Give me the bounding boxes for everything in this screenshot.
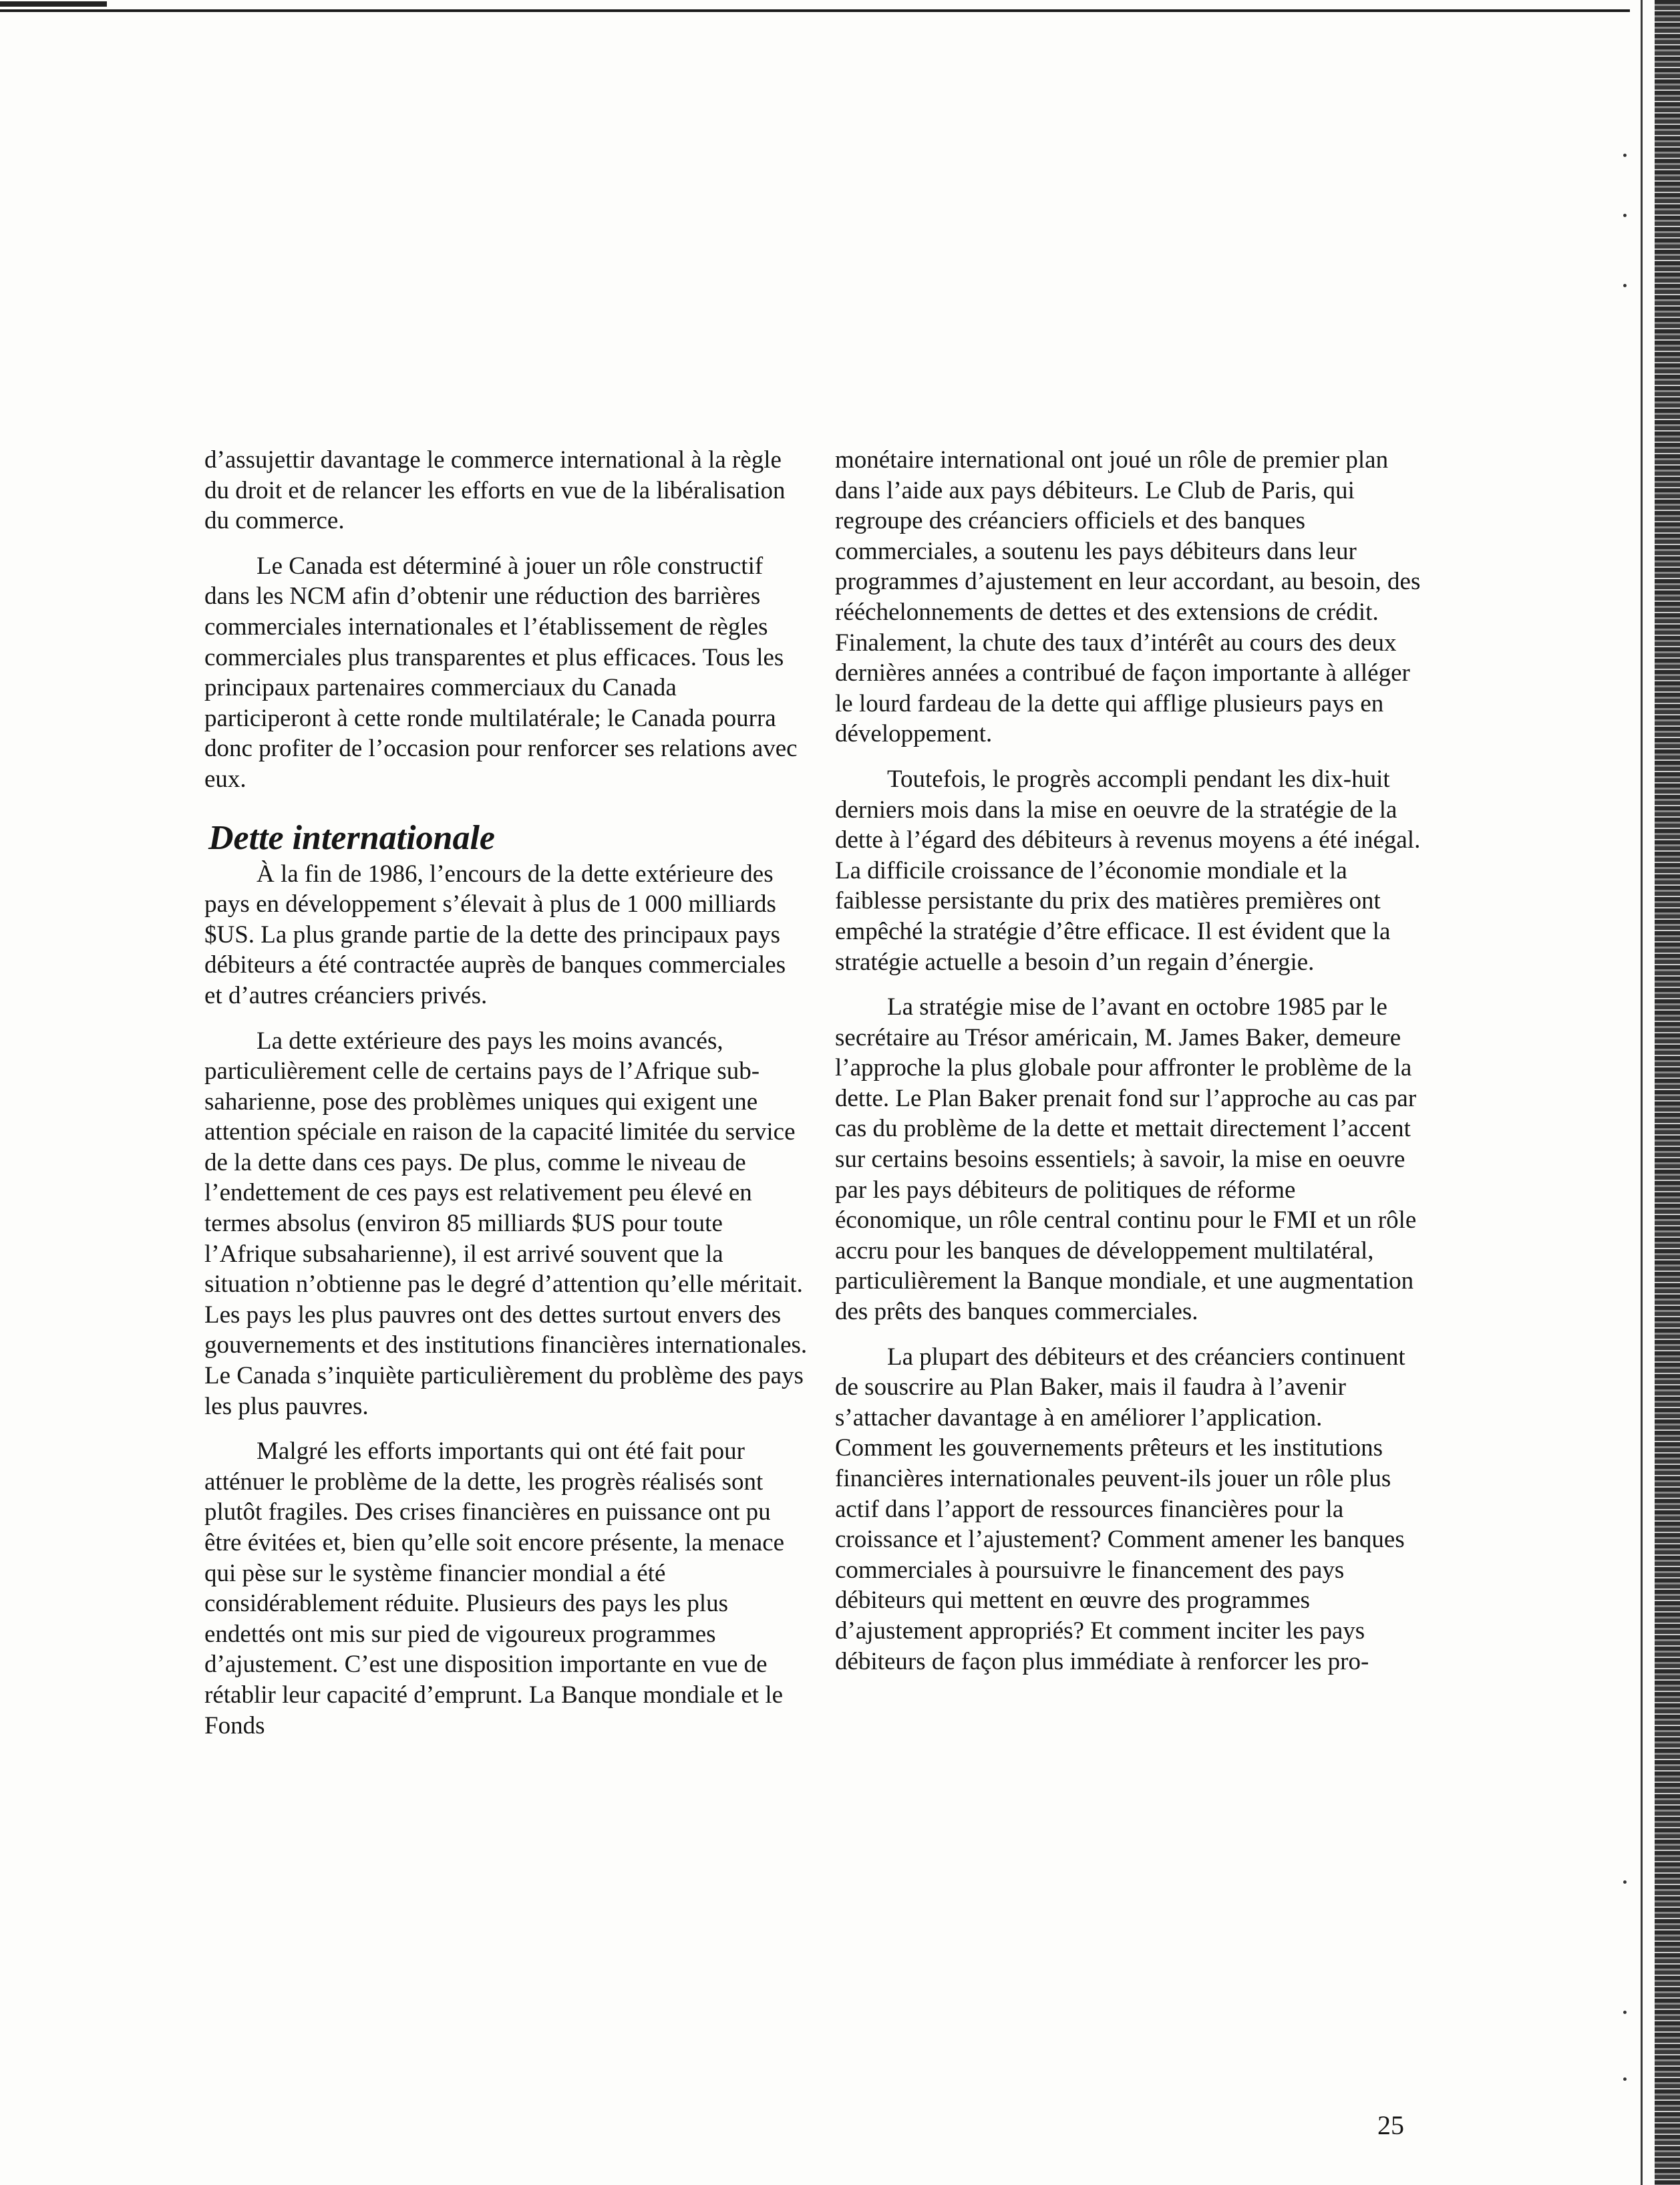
scan-edge-strip xyxy=(1655,0,1680,2185)
body-paragraph: La plupart des débiteurs et des créanciers continuent de souscrire au Plan Baker, mais il faudra à l’avenir s’attacher davantage à en améliorer l’application. Comment les gouvernements prêteurs et les institutions financières internationales peuvent-ils jouer un rôle plus actif dans l’apport de ressources financières pour la croissance et l’ajustement? Comment amener les banques commerciales à poursuivre le financement des pays débiteurs qui mettent en œuvre des programmes d’ajustement appropriés? Et comment inciter les pays débiteurs de façon plus immédiate à renforcer les pro- xyxy=(835,1343,1405,1675)
body-paragraph: Toutefois, le progrès accompli pendant les dix-huit derniers mois dans la mise en oeuvre de la stratégie de la dette à l’égard des débiteurs à revenus moyens a été inégal. La difficile croissance de l’économie mondiale et la faiblesse persistante du prix des matières premières ont empêché la stratégie d’être efficace. Il est évident que la stratégie actuelle a besoin d’un regain d’énergie. xyxy=(835,765,1421,976)
section-heading: Dette internationale xyxy=(208,818,495,857)
scan-edge-line xyxy=(1641,0,1643,2185)
scan-dot xyxy=(1623,284,1627,287)
page-number: 25 xyxy=(1377,2110,1404,2140)
body-paragraph: La dette extérieure des pays les moins avancés, particulièrement celle de certains pays de l’Afrique sub-saharienne, pose des problèmes uniques qui exigent une attention spéciale en raison de la capacité limitée du service de la dette dans ces pays. De plus, comme le niveau de l’endettement de ces pays est relativement peu élevé en termes absolus (environ 85 milliards $US pour toute l’Afrique subsaharienne), il est arrivé souvent que la situation n’obtienne pas le degré d’attention qu’elle méritait. Les pays les plus pauvres ont des dettes surtout envers des gouvernements et des institutions financières internationales. Le Canada s’inquiète particulièrement du problème des pays les plus pauvres. xyxy=(204,1027,808,1420)
scan-dot xyxy=(1623,2011,1627,2014)
body-paragraph: Le Canada est déterminé à jouer un rôle constructif dans les NCM afin d’obtenir une réduction des barrières commerciales internationales et l’établissement de règles commerciales plus transparentes et plus efficaces. Tous les principaux partenaires commerciaux du Canada participeront à cette ronde multilatérale; le Canada pourra donc profiter de l’occasion pour renforcer ses relations avec eux. xyxy=(204,552,798,793)
scan-dot xyxy=(1623,2077,1627,2081)
scan-artifact-top xyxy=(0,1,107,7)
right-column xyxy=(835,445,1423,1691)
body-paragraph: Malgré les efforts importants qui ont été fait pour atténuer le problème de la dette, les progrès réalisés sont plutôt fragiles. Des crises financières en puissance ont pu être évitées et, bien qu’elle soit encore présente, la menace qui pèse sur le système financier mondial a été considérablement réduite. Plusieurs des pays les plus endettés ont mis sur pied de vigoureux programmes d’ajustement. C’est une disposition importante en vue de rétablir leur capacité d’emprunt. La Banque mondiale et le Fonds xyxy=(204,1438,785,1739)
body-paragraph: d’assujettir davantage le commerce international à la règle du droit et de relancer les efforts en vue de la libéralisation du commerce. xyxy=(204,446,786,535)
top-rule xyxy=(0,9,1630,12)
body-paragraph: À la fin de 1986, l’encours de la dette extérieure des pays en développement s’élevait à plus de 1 000 milliards $US. La plus grande partie de la dette des principaux pays débiteurs a été contractée auprès de banques commerciales et d’autres créanciers privés. xyxy=(204,860,786,1009)
body-paragraph: monétaire international ont joué un rôle de premier plan dans l’aide aux pays débiteurs. Le Club de Paris, qui regroupe des créanciers officiels et des banques commerciales, a soutenu les pays débiteurs dans leur programmes d’ajustement en leur accordant, au besoin, des rééchelonnements de dettes et des extensions de crédit. Finalement, la chute des taux d’intérêt au cours des deux dernières années a contribué de façon importante à alléger le lourd fardeau de la dette qui afflige plusieurs pays en développement. xyxy=(835,446,1421,748)
left-column xyxy=(204,445,809,1755)
body-paragraph: La stratégie mise de l’avant en octobre 1985 par le secrétaire au Trésor américain, M. James Baker, demeure l’approche la plus globale pour affronter le problème de la dette. Le Plan Baker prenait fond sur l’approche au cas par cas du problème de la dette et mettait directement l’accent sur certains besoins essentiels; à savoir, la mise en oeuvre par les pays débiteurs de politiques de réforme économique, un rôle central continu pour le FMI et un rôle accru pour les banques de développement multilatéral, particulièrement la Banque mondiale, et une augmentation des prêts des banques commerciales. xyxy=(835,993,1417,1326)
scan-dot xyxy=(1623,1880,1627,1884)
scan-dot xyxy=(1623,214,1627,217)
scan-dot xyxy=(1623,154,1627,157)
